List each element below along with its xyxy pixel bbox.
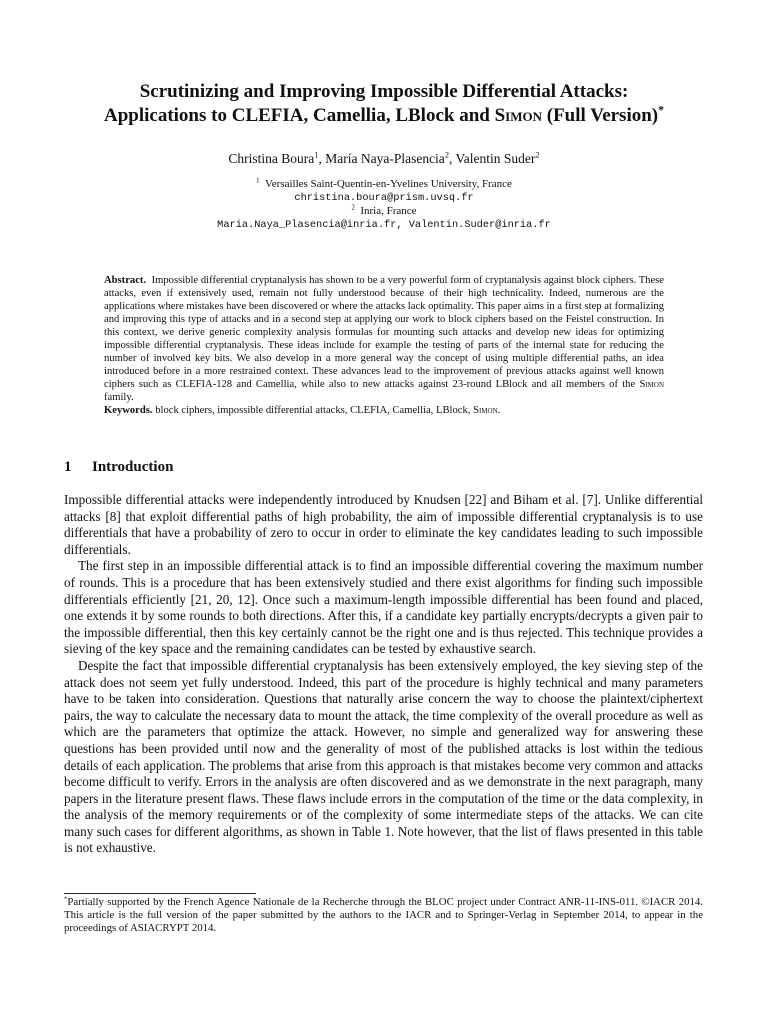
footnote	[64, 896, 703, 936]
title-line-2	[40, 104, 728, 128]
author-separator: ,	[449, 151, 456, 166]
author-name: Valentin Suder	[455, 151, 536, 166]
author-separator: ,	[318, 151, 326, 166]
paragraph: The first step in an impossible differential attack is to find an impossible differential covering the maximum number of rounds. This is a procedure that has been extensively studied and there exist algorithms for finding such impossible differentials efficiently [21, 20, 12]. Once such a maximum-length impossible differential has been found and placed, one extends it by some rounds to both directions. After this, if a candidate key partially encrypts/decrypts a given pair to the impossible differential, then this key certainly cannot be the right one and is thus rejected. This technique provides a sieving of the key space and the remaining candidates can be tested by exhaustive search.	[64, 558, 703, 657]
section-title: Introduction	[92, 459, 174, 475]
title-simon: Simon	[494, 105, 542, 126]
affiliation-2-mark: 2	[351, 204, 355, 212]
title-line-2-text: Applications to CLEFIA, Camellia, LBlock and	[103, 105, 495, 126]
section-heading-introduction	[64, 459, 173, 476]
abstract-body	[104, 274, 664, 404]
title-line-2-suffix: (Full Version)	[542, 105, 659, 126]
title-line-1: Scrutinizing and Improving Impossible Differential Attacks:	[139, 81, 629, 102]
author-name: Christina Boura	[228, 151, 315, 166]
title-footnote-mark: *	[658, 103, 665, 117]
author-name: María Naya-Plasencia	[325, 151, 445, 166]
keywords	[104, 404, 664, 417]
affiliation-2-emails: Maria.Naya_Plasencia@inria.fr, Valentin.Suder@inria.fr	[217, 218, 551, 231]
keywords-text: block ciphers, impossible differential attacks, CLEFIA, Camellia, LBlock,	[155, 405, 474, 417]
affiliation-1-name: Versailles Saint-Quentin-en-Yvelines University, France	[265, 178, 512, 190]
author-affil-mark: 2	[535, 150, 540, 160]
keywords-text-end: .	[497, 405, 501, 417]
affiliations	[40, 178, 728, 232]
abstract-text: Impossible differential cryptanalysis has shown to be a very powerful form of cryptanalysis against block ciphers. These attacks, even if extensively used, remain not fully understood because of their high technicality. Indeed, numerous are the applications where mistakes have been discovered or where the attacks lack optimality. This paper aims in a first step at formalizing and improving this type of attacks and in a second step at applying our work to block ciphers based on the Feistel construction. In this context, we derive generic complexity analysis formulas for mounting such attacks and develop new ideas for optimizing impossible differential cryptanalysis. These ideas include for example the testing of parts of the internal state for reducing the number of involved key bits. We also develop in a more general way the concept of using multiple differential paths, an idea introduced before in a more restrained context. These advances lead to the improvement of previous attacks against well known ciphers such as CLEFIA-128 and Camellia, while also to new attacks against 23-round LBlock and all members of the	[104, 275, 665, 391]
affiliation-2	[40, 205, 728, 219]
author-list	[40, 150, 728, 168]
author-affil-mark: 1	[314, 150, 319, 160]
section-number: 1	[64, 459, 72, 475]
affiliation-1-mark: 1	[256, 177, 260, 185]
introduction-body	[64, 492, 703, 857]
footnote-mark: *	[64, 895, 68, 903]
footnote-rule	[64, 893, 256, 894]
abstract	[104, 274, 664, 418]
abstract-text-end: family.	[104, 392, 134, 404]
author-affil-mark: 2	[444, 150, 449, 160]
affiliation-1-email: christina.boura@prism.uvsq.fr	[294, 191, 474, 204]
paragraph: Impossible differential attacks were independently introduced by Knudsen [22] and Biham et al. [7]. Unlike differential attacks [8] that exploit differential paths of high probability, the aim of impossible differential cryptanalysis is to use differentials that have a probability of zero to occur in order to eliminate the key candidates leading to such impossible differentials.	[64, 492, 703, 557]
affiliation-1	[40, 178, 728, 192]
paper-title	[40, 80, 728, 128]
keywords-label: Keywords.	[104, 405, 153, 417]
abstract-label: Abstract.	[104, 275, 147, 286]
keywords-simon: Simon	[473, 405, 498, 417]
footnote-text: Partially supported by the French Agence Nationale de la Recherche through the BLOC project under Contract ANR-11-INS-011. ©IACR 2014. This article is the full version of the paper submitted by the authors to the IACR and to Springer-Verlag in September 2014, to appear in the proceedings of ASIACRYPT 2014.	[64, 896, 703, 935]
abstract-simon: Simon	[639, 379, 664, 391]
paragraph: Despite the fact that impossible differential cryptanalysis has been extensively employed, the key sieving step of the attack does not seem yet fully understood. Indeed, this part of the procedure is highly technical and many parameters have to be taken into consideration. Questions that naturally arise concern the way to choose the plaintext/ciphertext pairs, the way to calculate the necessary data to mount the attack, the time complexity of the overall procedure as well as which are the parameters that optimize the attack. However, no simple and generalized way for answering these questions has been provided until now and the generality of most of the published attacks is lost within the tedious details of each application. The problems that arise from this approach is that mistakes become very common and attacks become difficult to verify. Errors in the analysis are often discovered and as we demonstrate in the next paragraph, many papers in the literature present flaws. These flaws include errors in the computation of the time or the data complexity, in the analysis of the memory requirements or of the complexity of some intermediate steps of the attacks. We can cite many such cases for different algorithms, as shown in Table 1. Note however, that the list of flaws presented in this table is not exhaustive.	[64, 657, 703, 856]
affiliation-2-name: Inria, France	[360, 205, 417, 218]
